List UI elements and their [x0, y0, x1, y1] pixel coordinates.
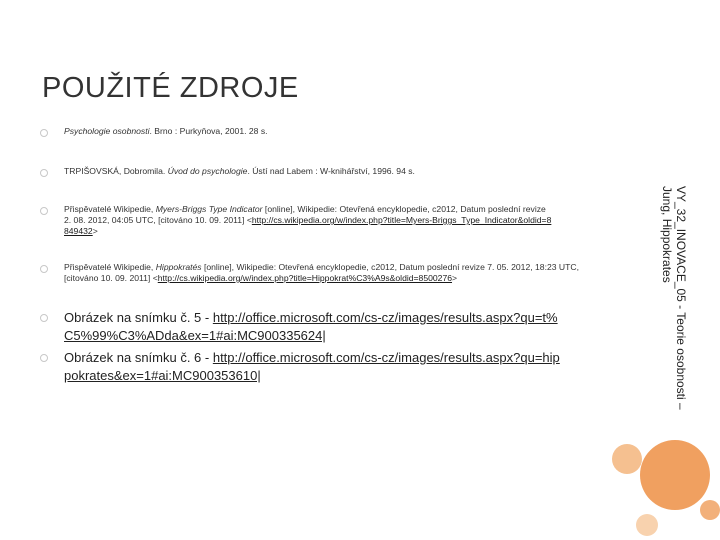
reference-details: . Ústí nad Labem : W-knihářství, 1996. 94 s.: [247, 166, 415, 176]
bullet-icon: [40, 265, 48, 273]
reference-text: [64, 166, 604, 177]
reference-author: TRPIŠOVSKÁ, Dobromila.: [64, 166, 168, 176]
bullet-icon: [40, 129, 48, 137]
reference-text: [64, 204, 554, 237]
reference-author: Přispěvatelé Wikipedie,: [64, 262, 156, 272]
reference-label: Obrázek na snímku č. 6 -: [64, 350, 213, 365]
side-label: VY_32_INOVACE_05 - Teorie osobnosti – Jung, Hippokrates: [660, 186, 688, 410]
decorative-circle: [700, 500, 720, 520]
reference-tail: >: [452, 273, 458, 283]
reference-link[interactable]: http://office.microsoft.com/cs-cz/images/results.aspx?qu=hippokrates&ex=1#ai:MC900353610|: [64, 350, 560, 383]
reference-details: . Brno : Purkyňova, 2001. 28 s.: [149, 126, 268, 136]
reference-title: Psychologie osobnosti: [64, 126, 150, 136]
reference-title: Myers-Briggs Type Indicator: [155, 204, 263, 214]
page-title: POUŽITÉ ZDROJE: [42, 72, 299, 104]
reference-text: [64, 262, 604, 284]
reference-details: [online], Wikipedie: Otevřená encyklopedie, c2012, Datum poslední revize 7. 05. 2012, 18:23 UTC, [citováno 10. 09. 2011] <: [64, 262, 579, 283]
reference-link[interactable]: http://office.microsoft.com/cs-cz/images/results.aspx?qu=t%C5%99%C3%ADda&ex=1#ai:MC900335624|: [64, 310, 558, 343]
bullet-icon: [40, 207, 48, 215]
bullet-icon: [40, 314, 48, 322]
reference-text: [64, 349, 564, 385]
bullet-icon: [40, 354, 48, 362]
decorative-circle: [636, 514, 658, 536]
reference-text: [64, 126, 604, 137]
decorative-circle: [640, 440, 710, 510]
reference-author: Přispěvatelé Wikipedie,: [64, 204, 156, 214]
reference-label: Obrázek na snímku č. 5 -: [64, 310, 213, 325]
reference-text: [64, 309, 564, 345]
reference-details: [online], Wikipedie: Otevřená encyklopedie, c2012, Datum poslední revize 2. 08. 2012, 04:05 UTC, [citováno 10. 09. 2011] <: [64, 204, 546, 225]
reference-tail: >: [92, 226, 98, 236]
decorative-circle: [612, 444, 642, 474]
reference-title: Hippokratés: [155, 262, 202, 272]
reference-link[interactable]: http://cs.wikipedia.org/w/index.php?title=Myers-Briggs_Type_Indicator&oldid=8849432: [64, 215, 552, 236]
reference-title: Úvod do psychologie: [167, 166, 248, 176]
reference-link[interactable]: http://cs.wikipedia.org/w/index.php?title=Hippokrat%C3%A9s&oldid=8500276: [157, 273, 453, 283]
bullet-icon: [40, 169, 48, 177]
